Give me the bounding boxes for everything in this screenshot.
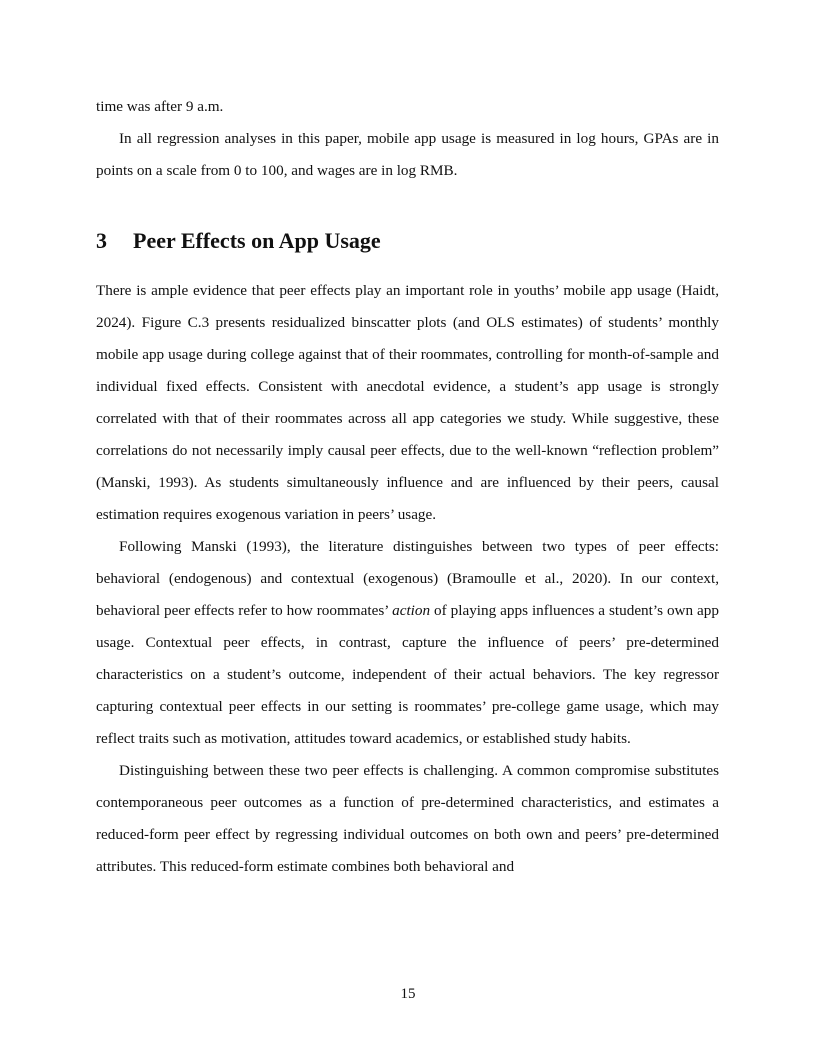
emphasis-action: action [392,602,431,619]
page-number: 15 [400,986,416,1002]
section-title: Peer Effects on App Usage [133,228,381,253]
paragraph-peer-types [96,531,719,755]
paragraph-peer-types-part1: Following Manski (1993), the literature distinguishes between two types of peer effects: behavioral (endogenous) and contextual (exogenous) (Bramoulle et al., 2020). In our context, behavioral peer effects refer to how roommates’ [96,538,719,619]
paragraph-continuation: time was after 9 a.m. [96,98,224,115]
paragraph-peer-types-part2: of playing apps influences a student’s own app usage. Contextual peer effects, in contrast, capture the influence of peers’ pre-determined characteristics on a student’s outcome, independent of their actual behaviors. The key regressor capturing contextual peer effects in our setting is roommates’ pre-college game usage, which may reflect traits such as motivation, attitudes toward academics, or established study habits. [96,602,719,747]
section-number: 3 [96,228,107,253]
paragraph-distinguishing: Distinguishing between these two peer effects is challenging. A common compromise substitutes contemporaneous peer outcomes as a function of pre-determined characteristics, and estimates a reduced-form peer effect by regressing individual outcomes on both own and peers’ pre-determined attributes. This reduced-form estimate combines both behavioral and [96,762,719,875]
paragraph-regression-units: In all regression analyses in this paper, mobile app usage is measured in log hours, GPAs are in points on a scale from 0 to 100, and wages are in log RMB. [96,130,719,179]
section-body [96,275,719,883]
section-heading [96,226,381,256]
intro-text [96,91,719,187]
paragraph-peer-evidence: There is ample evidence that peer effects play an important role in youths’ mobile app usage (Haidt, 2024). Figure C.3 presents residualized binscatter plots (and OLS estimates) of students’ monthly mobile app usage during college against that of their roommates, controlling for month-of-sample and individual fixed effects. Consistent with anecdotal evidence, a student’s app usage is strongly correlated with that of their roommates across all app categories we study. While suggestive, these correlations do not necessarily imply causal peer effects, due to the well-known “reflection problem” (Manski, 1993). As students simultaneously influence and are influenced by their peers, causal estimation requires exogenous variation in peers’ usage. [96,282,719,523]
